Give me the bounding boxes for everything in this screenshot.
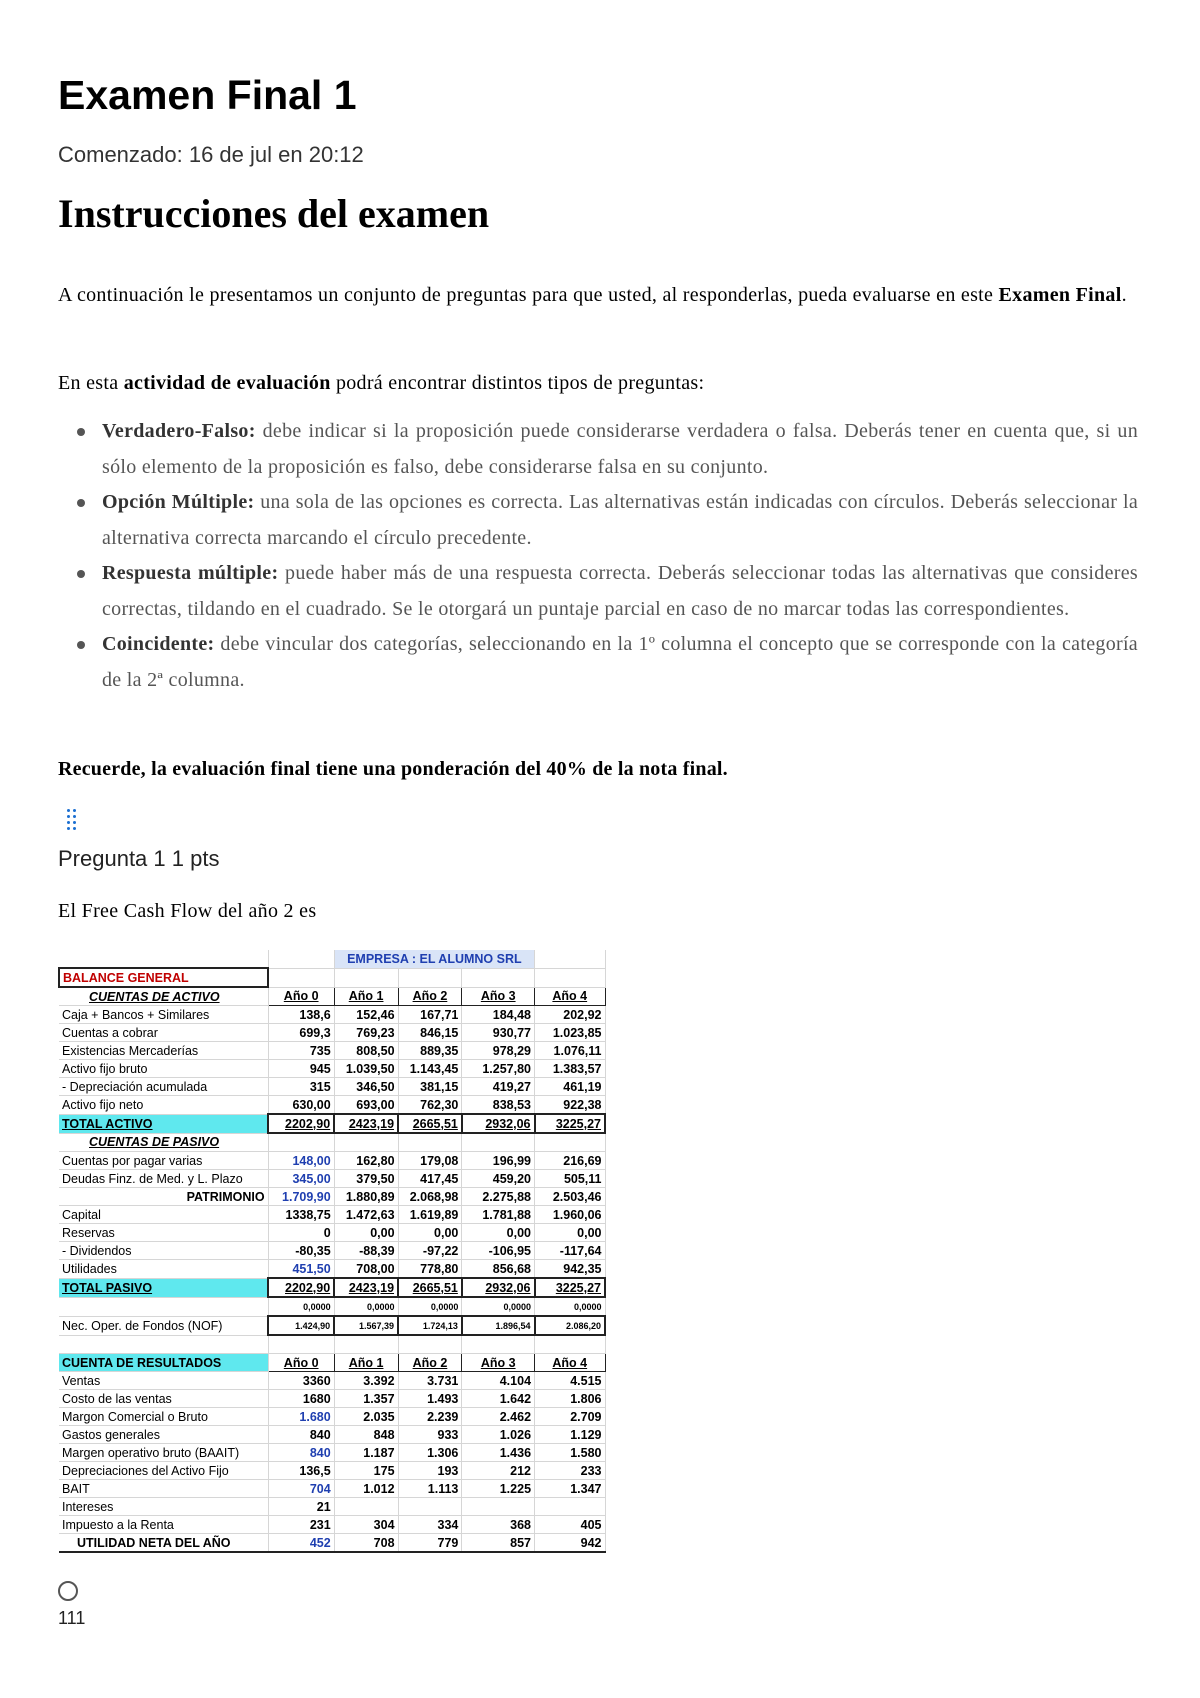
sheet-cell: Año 4: [535, 1354, 605, 1372]
table-row: [59, 1042, 605, 1060]
sheet-cell: 315: [268, 1078, 334, 1096]
sheet-cell: 0,0000: [398, 1297, 462, 1316]
sheet-cell: 1.113: [398, 1480, 462, 1498]
table-row: [59, 1534, 605, 1553]
sheet-cell: Capital: [59, 1206, 268, 1224]
sheet-cell: 167,71: [398, 1006, 462, 1024]
sheet-cell: 0,0000: [462, 1297, 535, 1316]
sheet-cell: - Dividendos: [59, 1242, 268, 1260]
sheet-cell: CUENTAS DE PASIVO: [59, 1133, 268, 1152]
sheet-cell: 152,46: [334, 1006, 398, 1024]
sheet-cell: 451,50: [268, 1260, 334, 1279]
sheet-cell: Costo de las ventas: [59, 1390, 268, 1408]
sheet-cell: 3360: [268, 1372, 334, 1390]
sheet-cell: 405: [535, 1516, 605, 1534]
sheet-cell: Año 3: [462, 987, 535, 1006]
sheet-cell: 136,5: [268, 1462, 334, 1480]
sheet-cell: CUENTA DE RESULTADOS: [59, 1354, 268, 1372]
sheet-cell: 2.086,20: [535, 1316, 605, 1335]
sheet-cell: 1.012: [334, 1480, 398, 1498]
bullet-icon: [77, 570, 85, 578]
sheet-cell: 2665,51: [398, 1114, 462, 1133]
table-row: [59, 1206, 605, 1224]
sheet-cell: 179,08: [398, 1152, 462, 1170]
instructions-heading: Instrucciones del examen: [58, 191, 490, 236]
sheet-cell: 1.257,80: [462, 1060, 535, 1078]
answer-option[interactable]: 111: [58, 1608, 86, 1628]
sheet-cell: Año 4: [535, 987, 605, 1006]
sheet-cell: Año 2: [398, 987, 462, 1006]
sheet-cell: 1.619,89: [398, 1206, 462, 1224]
sheet-cell: 0,00: [535, 1224, 605, 1242]
type-name: Opción Múltiple:: [102, 491, 255, 513]
table-row: [59, 1006, 605, 1024]
table-row: [59, 1024, 605, 1042]
sheet-cell: Activo fijo bruto: [59, 1060, 268, 1078]
sheet-cell: - Depreciación acumulada: [59, 1078, 268, 1096]
sheet-cell: 857: [462, 1534, 535, 1553]
sheet-cell: Caja + Bancos + Similares: [59, 1006, 268, 1024]
sheet-cell: 368: [462, 1516, 535, 1534]
type-description: debe indicar si la proposición puede considerarse verdadera o falsa. Deberás tener en cuenta que, si un sólo elemento de la proposición es falso, debe considerarse falsa en su conjunto.: [102, 420, 1138, 478]
sheet-cell: 2.462: [462, 1408, 535, 1426]
sheet-cell: 2202,90: [268, 1114, 334, 1133]
sheet-cell: 2.068,98: [398, 1188, 462, 1206]
sheet-cell: [334, 1335, 398, 1354]
sheet-cell: [398, 1335, 462, 1354]
sheet-cell: 0,0000: [334, 1297, 398, 1316]
financial-spreadsheet-image: [58, 950, 606, 1550]
sheet-cell: 1.567,39: [334, 1316, 398, 1335]
page-title: Examen Final 1: [58, 72, 357, 118]
sheet-cell: 735: [268, 1042, 334, 1060]
sheet-cell: 838,53: [462, 1096, 535, 1115]
table-row: [59, 1516, 605, 1534]
sheet-cell: Intereses: [59, 1498, 268, 1516]
sheet-cell: 1.896,54: [462, 1316, 535, 1335]
sheet-cell: 708: [334, 1534, 398, 1553]
sheet-cell: [398, 968, 462, 987]
sheet-cell: 3.392: [334, 1372, 398, 1390]
sheet-cell: 693,00: [334, 1096, 398, 1115]
sheet-cell: [398, 1133, 462, 1152]
sheet-cell: 138,6: [268, 1006, 334, 1024]
list-item: [58, 627, 1138, 698]
sheet-cell: [462, 968, 535, 987]
type-name: Verdadero-Falso:: [102, 420, 256, 442]
table-row: [59, 1444, 605, 1462]
table-row: [59, 1297, 605, 1316]
sheet-cell: [535, 1498, 605, 1516]
sheet-cell: Año 2: [398, 1354, 462, 1372]
sheet-cell: 2.709: [535, 1408, 605, 1426]
sheet-cell: [334, 1498, 398, 1516]
intro-paragraph: [58, 278, 1138, 312]
sheet-cell: 2932,06: [462, 1114, 535, 1133]
table-row: [59, 1242, 605, 1260]
sheet-cell: [268, 950, 334, 968]
sheet-cell: 1.580: [535, 1444, 605, 1462]
sheet-cell: 304: [334, 1516, 398, 1534]
sheet-cell: Año 0: [268, 1354, 334, 1372]
activity-text-a: En esta: [58, 372, 124, 394]
answer-radio[interactable]: [58, 1581, 78, 1601]
list-item: [58, 414, 1138, 485]
sheet-cell: 930,77: [462, 1024, 535, 1042]
sheet-cell: 1.187: [334, 1444, 398, 1462]
sheet-cell: 231: [268, 1516, 334, 1534]
sheet-cell: [334, 968, 398, 987]
sheet-cell: Reservas: [59, 1224, 268, 1242]
bullet-icon: [77, 428, 85, 436]
sheet-cell: 21: [268, 1498, 334, 1516]
sheet-cell: 148,00: [268, 1152, 334, 1170]
sheet-cell: -88,39: [334, 1242, 398, 1260]
list-item: [58, 485, 1138, 556]
sheet-cell: 216,69: [535, 1152, 605, 1170]
sheet-cell: 1.472,63: [334, 1206, 398, 1224]
sheet-cell: 1338,75: [268, 1206, 334, 1224]
sheet-cell: 202,92: [535, 1006, 605, 1024]
sheet-cell: 212: [462, 1462, 535, 1480]
sheet-cell: 1.709,90: [268, 1188, 334, 1206]
table-row: [59, 950, 605, 968]
sheet-cell: Impuesto a la Renta: [59, 1516, 268, 1534]
sheet-cell: 840: [268, 1426, 334, 1444]
type-description: una sola de las opciones es correcta. Las alternativas están indicadas con círculos. Deberás seleccionar la alternativa correcta marcando el círculo precedente.: [102, 491, 1138, 549]
table-row: [59, 1335, 605, 1354]
question-types-list: [58, 414, 1138, 698]
sheet-cell: -117,64: [535, 1242, 605, 1260]
sheet-cell: 1.724,13: [398, 1316, 462, 1335]
table-row: [59, 1426, 605, 1444]
sheet-cell: Nec. Oper. de Fondos (NOF): [59, 1316, 268, 1335]
activity-bold: actividad de evaluación: [123, 372, 331, 394]
sheet-cell: 345,00: [268, 1170, 334, 1188]
sheet-cell: 461,19: [535, 1078, 605, 1096]
sheet-cell: -106,95: [462, 1242, 535, 1260]
sheet-cell: 184,48: [462, 1006, 535, 1024]
sheet-cell: 3.731: [398, 1372, 462, 1390]
table-row: [59, 1188, 605, 1206]
sheet-cell: 1.039,50: [334, 1060, 398, 1078]
table-row: [59, 1133, 605, 1152]
sheet-cell: 708,00: [334, 1260, 398, 1279]
sheet-cell: Deudas Finz. de Med. y L. Plazo: [59, 1170, 268, 1188]
sheet-cell: 381,15: [398, 1078, 462, 1096]
sheet-cell: 162,80: [334, 1152, 398, 1170]
sheet-cell: 942,35: [535, 1260, 605, 1279]
sheet-cell: Gastos generales: [59, 1426, 268, 1444]
sheet-cell: 459,20: [462, 1170, 535, 1188]
list-item: [58, 556, 1138, 627]
sheet-cell: 452: [268, 1534, 334, 1553]
sheet-cell: 0,0000: [268, 1297, 334, 1316]
sheet-cell: [59, 1297, 268, 1316]
table-row: [59, 1114, 605, 1133]
sheet-cell: 4.104: [462, 1372, 535, 1390]
table-row: [59, 1354, 605, 1372]
sheet-cell: Activo fijo neto: [59, 1096, 268, 1115]
sheet-cell: 1.076,11: [535, 1042, 605, 1060]
sheet-cell: 1.383,57: [535, 1060, 605, 1078]
sheet-cell: [535, 968, 605, 987]
sheet-cell: 1.781,88: [462, 1206, 535, 1224]
sheet-cell: 2202,90: [268, 1278, 334, 1297]
sheet-cell: Ventas: [59, 1372, 268, 1390]
sheet-cell: 2423,19: [334, 1278, 398, 1297]
sheet-cell: 848: [334, 1426, 398, 1444]
sheet-cell: Año 1: [334, 987, 398, 1006]
sheet-cell: 2.239: [398, 1408, 462, 1426]
reminder-text: Recuerde, la evaluación final tiene una ponderación del 40% de la nota final.: [58, 758, 728, 780]
sheet-cell: 1.806: [535, 1390, 605, 1408]
activity-text-c: podrá encontrar distintos tipos de preguntas:: [330, 372, 705, 394]
sheet-cell: 2665,51: [398, 1278, 462, 1297]
sheet-cell: UTILIDAD NETA DEL AÑO: [59, 1534, 268, 1553]
sheet-cell: 1.143,45: [398, 1060, 462, 1078]
sheet-cell: 1.347: [535, 1480, 605, 1498]
sheet-cell: 1.642: [462, 1390, 535, 1408]
sheet-cell: Año 1: [334, 1354, 398, 1372]
sheet-cell: Utilidades: [59, 1260, 268, 1279]
sheet-cell: 175: [334, 1462, 398, 1480]
sheet-cell: [462, 1498, 535, 1516]
sheet-cell: [268, 1335, 334, 1354]
drag-handle-icon[interactable]: [65, 808, 79, 834]
type-name: Respuesta múltiple:: [102, 562, 279, 584]
sheet-cell: 505,11: [535, 1170, 605, 1188]
type-description: debe vincular dos categorías, seleccionando en la 1º columna el concepto que se corresponde con la categoría de la 2ª columna.: [102, 633, 1138, 691]
spreadsheet-table: [58, 950, 606, 1553]
sheet-cell: EMPRESA : EL ALUMNO SRL: [334, 950, 534, 968]
sheet-cell: -97,22: [398, 1242, 462, 1260]
intro-bold: Examen Final: [998, 284, 1122, 306]
sheet-cell: CUENTAS DE ACTIVO: [59, 987, 268, 1006]
sheet-cell: 856,68: [462, 1260, 535, 1279]
sheet-cell: 1.880,89: [334, 1188, 398, 1206]
sheet-cell: 1.306: [398, 1444, 462, 1462]
activity-paragraph: [58, 366, 704, 400]
sheet-cell: 769,23: [334, 1024, 398, 1042]
sheet-cell: 1.436: [462, 1444, 535, 1462]
sheet-cell: 1680: [268, 1390, 334, 1408]
sheet-cell: 762,30: [398, 1096, 462, 1115]
sheet-cell: 0,00: [462, 1224, 535, 1242]
sheet-cell: [334, 1133, 398, 1152]
sheet-cell: 2423,19: [334, 1114, 398, 1133]
sheet-cell: 1.357: [334, 1390, 398, 1408]
sheet-cell: 3225,27: [535, 1278, 605, 1297]
sheet-cell: BALANCE GENERAL: [59, 968, 268, 987]
sheet-cell: 933: [398, 1426, 462, 1444]
sheet-cell: Existencias Mercaderías: [59, 1042, 268, 1060]
intro-text: A continuación le presentamos un conjunto de preguntas para que usted, al responderlas, pueda evaluarse en este: [58, 284, 999, 306]
sheet-cell: 419,27: [462, 1078, 535, 1096]
sheet-cell: Cuentas por pagar varias: [59, 1152, 268, 1170]
sheet-cell: 417,45: [398, 1170, 462, 1188]
sheet-cell: 1.424,90: [268, 1316, 334, 1335]
table-row: [59, 1278, 605, 1297]
sheet-cell: 630,00: [268, 1096, 334, 1115]
sheet-cell: 2.275,88: [462, 1188, 535, 1206]
sheet-cell: 1.680: [268, 1408, 334, 1426]
sheet-cell: 2.503,46: [535, 1188, 605, 1206]
sheet-cell: 889,35: [398, 1042, 462, 1060]
type-description: puede haber más de una respuesta correcta. Deberás seleccionar todas las alternativas que consideres correctas, tildando en el cuadrado. Se le otorgará un puntaje parcial en caso de no marcar todas las correspondientes.: [102, 562, 1138, 620]
sheet-cell: 379,50: [334, 1170, 398, 1188]
sheet-cell: [59, 950, 268, 968]
sheet-cell: 840: [268, 1444, 334, 1462]
sheet-cell: 0,00: [334, 1224, 398, 1242]
sheet-cell: [535, 1133, 605, 1152]
table-row: [59, 1152, 605, 1170]
sheet-cell: [535, 1335, 605, 1354]
sheet-cell: 945: [268, 1060, 334, 1078]
sheet-cell: 1.493: [398, 1390, 462, 1408]
sheet-cell: 942: [535, 1534, 605, 1553]
sheet-cell: Año 3: [462, 1354, 535, 1372]
sheet-cell: [535, 950, 605, 968]
sheet-cell: TOTAL PASIVO: [59, 1278, 268, 1297]
sheet-cell: 1.225: [462, 1480, 535, 1498]
question-header: Pregunta 1 1 pts: [58, 846, 220, 871]
table-row: [59, 1372, 605, 1390]
sheet-cell: PATRIMONIO: [59, 1188, 268, 1206]
sheet-cell: 846,15: [398, 1024, 462, 1042]
type-name: Coincidente:: [102, 633, 215, 655]
sheet-cell: 779: [398, 1534, 462, 1553]
sheet-cell: [462, 1335, 535, 1354]
sheet-cell: 1.026: [462, 1426, 535, 1444]
bullet-icon: [77, 499, 85, 507]
sheet-cell: TOTAL ACTIVO: [59, 1114, 268, 1133]
sheet-cell: Año 0: [268, 987, 334, 1006]
sheet-cell: -80,35: [268, 1242, 334, 1260]
sheet-cell: 2.035: [334, 1408, 398, 1426]
sheet-cell: 699,3: [268, 1024, 334, 1042]
sheet-cell: Cuentas a cobrar: [59, 1024, 268, 1042]
sheet-cell: [59, 1335, 268, 1354]
table-row: [59, 1078, 605, 1096]
sheet-cell: 0,00: [398, 1224, 462, 1242]
table-row: [59, 1480, 605, 1498]
sheet-cell: Depreciaciones del Activo Fijo: [59, 1462, 268, 1480]
intro-end: .: [1121, 284, 1127, 306]
sheet-cell: 704: [268, 1480, 334, 1498]
sheet-cell: Margon Comercial o Bruto: [59, 1408, 268, 1426]
table-row: [59, 987, 605, 1006]
table-row: [59, 1390, 605, 1408]
table-row: [59, 1316, 605, 1335]
sheet-cell: 2932,06: [462, 1278, 535, 1297]
table-row: [59, 1498, 605, 1516]
sheet-cell: 3225,27: [535, 1114, 605, 1133]
sheet-cell: Margen operativo bruto (BAAIT): [59, 1444, 268, 1462]
sheet-cell: 808,50: [334, 1042, 398, 1060]
table-row: [59, 1224, 605, 1242]
sheet-cell: 233: [535, 1462, 605, 1480]
bullet-icon: [77, 641, 85, 649]
sheet-cell: 1.960,06: [535, 1206, 605, 1224]
sheet-cell: 0,0000: [535, 1297, 605, 1316]
sheet-cell: 196,99: [462, 1152, 535, 1170]
table-row: [59, 1096, 605, 1115]
sheet-cell: [268, 968, 334, 987]
sheet-cell: 978,29: [462, 1042, 535, 1060]
table-row: [59, 1170, 605, 1188]
sheet-cell: [268, 1133, 334, 1152]
sheet-cell: 334: [398, 1516, 462, 1534]
sheet-cell: 193: [398, 1462, 462, 1480]
sheet-cell: [462, 1133, 535, 1152]
sheet-cell: 0: [268, 1224, 334, 1242]
question-text: El Free Cash Flow del año 2 es: [58, 900, 317, 922]
table-row: [59, 1408, 605, 1426]
table-row: [59, 1260, 605, 1279]
sheet-cell: 1.129: [535, 1426, 605, 1444]
sheet-cell: 922,38: [535, 1096, 605, 1115]
sheet-cell: BAIT: [59, 1480, 268, 1498]
sheet-cell: 1.023,85: [535, 1024, 605, 1042]
sheet-cell: 346,50: [334, 1078, 398, 1096]
table-row: [59, 1462, 605, 1480]
started-timestamp: Comenzado: 16 de jul en 20:12: [58, 142, 364, 167]
sheet-cell: 4.515: [535, 1372, 605, 1390]
table-row: [59, 968, 605, 987]
table-row: [59, 1060, 605, 1078]
sheet-cell: 778,80: [398, 1260, 462, 1279]
sheet-cell: [398, 1498, 462, 1516]
